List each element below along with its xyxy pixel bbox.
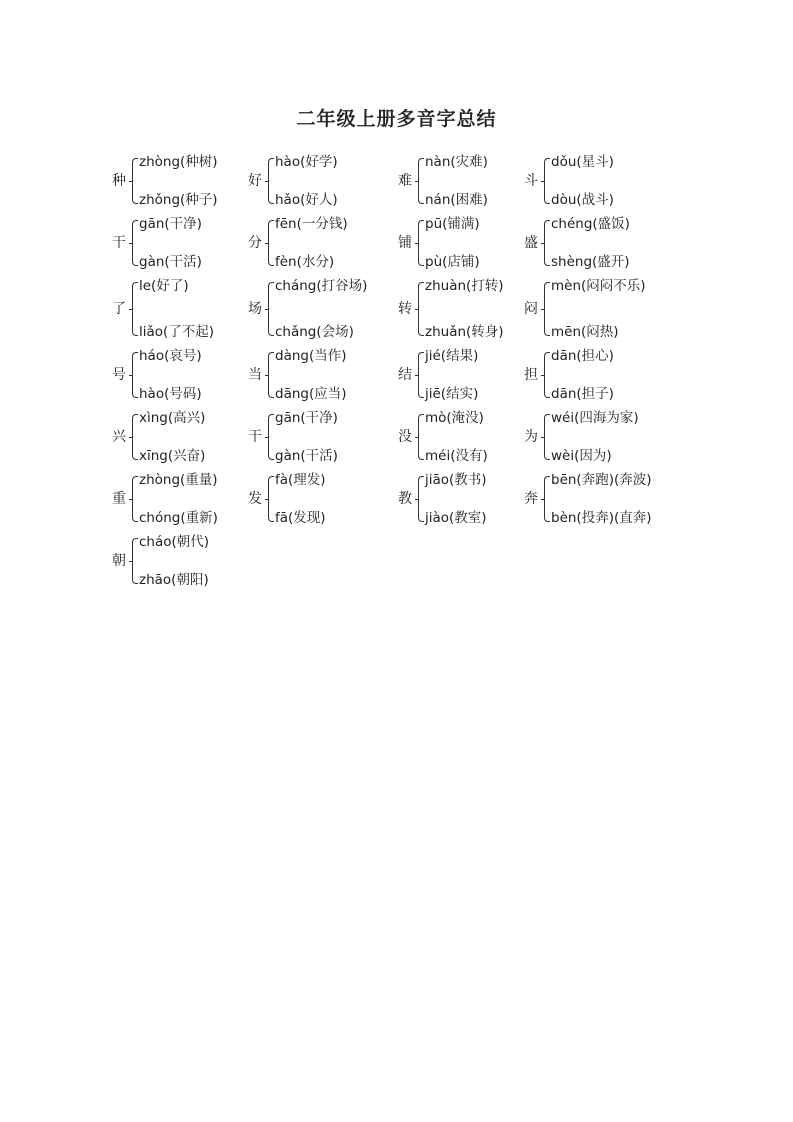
brace-icon bbox=[418, 282, 424, 336]
entry-character: 闷 bbox=[524, 301, 538, 317]
table-row bbox=[112, 274, 682, 344]
brace-icon bbox=[544, 352, 550, 398]
reading: zhāo(朝阳) bbox=[139, 572, 209, 588]
entry-character: 好 bbox=[248, 173, 262, 189]
entry-character: 号 bbox=[112, 367, 126, 383]
reading: chéng(盛饭) bbox=[551, 216, 630, 232]
entry-character: 盛 bbox=[524, 235, 538, 251]
reading: zhuǎn(转身) bbox=[425, 324, 504, 340]
reading: xìng(高兴) bbox=[139, 410, 206, 426]
reading: cháng(打谷场) bbox=[275, 278, 368, 294]
brace-icon bbox=[418, 158, 424, 204]
entry-character: 为 bbox=[524, 429, 538, 445]
brace-icon bbox=[132, 538, 138, 584]
entry-character: 场 bbox=[248, 301, 262, 317]
table-row bbox=[112, 468, 682, 530]
reading: hào(好学) bbox=[275, 154, 338, 170]
reading: zhǒng(种子) bbox=[139, 192, 218, 208]
entry-character: 铺 bbox=[398, 235, 412, 251]
reading: zhòng(种树) bbox=[139, 154, 218, 170]
entry-character: 没 bbox=[398, 429, 412, 445]
brace-icon bbox=[268, 158, 274, 204]
reading: jiào(教室) bbox=[425, 510, 487, 526]
entry-character: 重 bbox=[112, 491, 126, 507]
reading: fà(理发) bbox=[275, 472, 326, 488]
reading: méi(没有) bbox=[425, 448, 488, 464]
brace-icon bbox=[132, 158, 138, 204]
reading: xīng(兴奋) bbox=[139, 448, 206, 464]
reading: bēn(奔跑)(奔波) bbox=[551, 472, 652, 488]
reading: fēn(一分钱) bbox=[275, 216, 348, 232]
reading: cháo(朝代) bbox=[139, 534, 210, 550]
brace-icon bbox=[418, 476, 424, 522]
entry-character: 种 bbox=[112, 173, 126, 189]
reading: háo(哀号) bbox=[139, 348, 202, 364]
brace-icon bbox=[132, 414, 138, 460]
reading: liǎo(了不起) bbox=[139, 324, 215, 340]
reading: mèn(闷闷不乐) bbox=[551, 278, 646, 294]
reading: chóng(重新) bbox=[139, 510, 218, 526]
reading: zhòng(重量) bbox=[139, 472, 218, 488]
reading: hǎo(好人) bbox=[275, 192, 338, 208]
reading: chǎng(会场) bbox=[275, 324, 354, 340]
entry-character: 斗 bbox=[524, 173, 538, 189]
brace-icon bbox=[418, 352, 424, 398]
brace-icon bbox=[268, 282, 274, 336]
reading: nán(困难) bbox=[425, 192, 488, 208]
reading: dān(担子) bbox=[551, 386, 614, 402]
entry-character: 发 bbox=[248, 491, 262, 507]
brace-icon bbox=[268, 220, 274, 266]
table-row bbox=[112, 530, 682, 592]
reading: le(好了) bbox=[139, 278, 189, 294]
reading: mò(淹没) bbox=[425, 410, 484, 426]
table-row bbox=[112, 150, 682, 212]
entry-character: 转 bbox=[398, 301, 412, 317]
entry-character: 了 bbox=[112, 301, 126, 317]
entry-character: 担 bbox=[524, 367, 538, 383]
entry-character: 朝 bbox=[112, 553, 126, 569]
page-title: 二年级上册多音字总结 bbox=[296, 108, 497, 130]
brace-icon bbox=[544, 282, 550, 336]
reading: gàn(干活) bbox=[275, 448, 338, 464]
reading: zhuàn(打转) bbox=[425, 278, 504, 294]
reading: fèn(水分) bbox=[275, 254, 335, 270]
brace-icon bbox=[268, 352, 274, 398]
brace-icon bbox=[418, 414, 424, 460]
reading: pù(店铺) bbox=[425, 254, 480, 270]
polyphone-table bbox=[112, 150, 682, 592]
reading: fā(发现) bbox=[275, 510, 326, 526]
reading: hào(号码) bbox=[139, 386, 202, 402]
entry-character: 教 bbox=[398, 491, 412, 507]
table-row bbox=[112, 344, 682, 406]
reading: jiē(结实) bbox=[425, 386, 479, 402]
brace-icon bbox=[544, 476, 550, 522]
reading: gān(干净) bbox=[275, 410, 338, 426]
entry-character: 兴 bbox=[112, 429, 126, 445]
reading: dòu(战斗) bbox=[551, 192, 614, 208]
reading: nàn(灾难) bbox=[425, 154, 488, 170]
entry-character: 干 bbox=[248, 429, 262, 445]
reading: gān(干净) bbox=[139, 216, 202, 232]
entry-character: 干 bbox=[112, 235, 126, 251]
reading: wéi(四海为家) bbox=[551, 410, 639, 426]
table-row bbox=[112, 212, 682, 274]
brace-icon bbox=[132, 282, 138, 336]
brace-icon bbox=[544, 158, 550, 204]
reading: jiāo(教书) bbox=[425, 472, 487, 488]
brace-icon bbox=[268, 414, 274, 460]
reading: dān(担心) bbox=[551, 348, 614, 364]
table-row bbox=[112, 406, 682, 468]
brace-icon bbox=[132, 352, 138, 398]
reading: shèng(盛开) bbox=[551, 254, 630, 270]
entry-character: 当 bbox=[248, 367, 262, 383]
entry-character: 奔 bbox=[524, 491, 538, 507]
reading: jié(结果) bbox=[425, 348, 479, 364]
entry-character: 结 bbox=[398, 367, 412, 383]
reading: pū(铺满) bbox=[425, 216, 480, 232]
reading: bèn(投奔)(直奔) bbox=[551, 510, 652, 526]
entry-character: 难 bbox=[398, 173, 412, 189]
entry-character: 分 bbox=[248, 235, 262, 251]
reading: dǒu(星斗) bbox=[551, 154, 614, 170]
brace-icon bbox=[132, 476, 138, 522]
reading: dàng(当作) bbox=[275, 348, 347, 364]
brace-icon bbox=[418, 220, 424, 266]
reading: mēn(闷热) bbox=[551, 324, 619, 340]
reading: dāng(应当) bbox=[275, 386, 347, 402]
brace-icon bbox=[544, 220, 550, 266]
reading: gàn(干活) bbox=[139, 254, 202, 270]
brace-icon bbox=[268, 476, 274, 522]
brace-icon bbox=[544, 414, 550, 460]
brace-icon bbox=[132, 220, 138, 266]
reading: wèi(因为) bbox=[551, 448, 612, 464]
